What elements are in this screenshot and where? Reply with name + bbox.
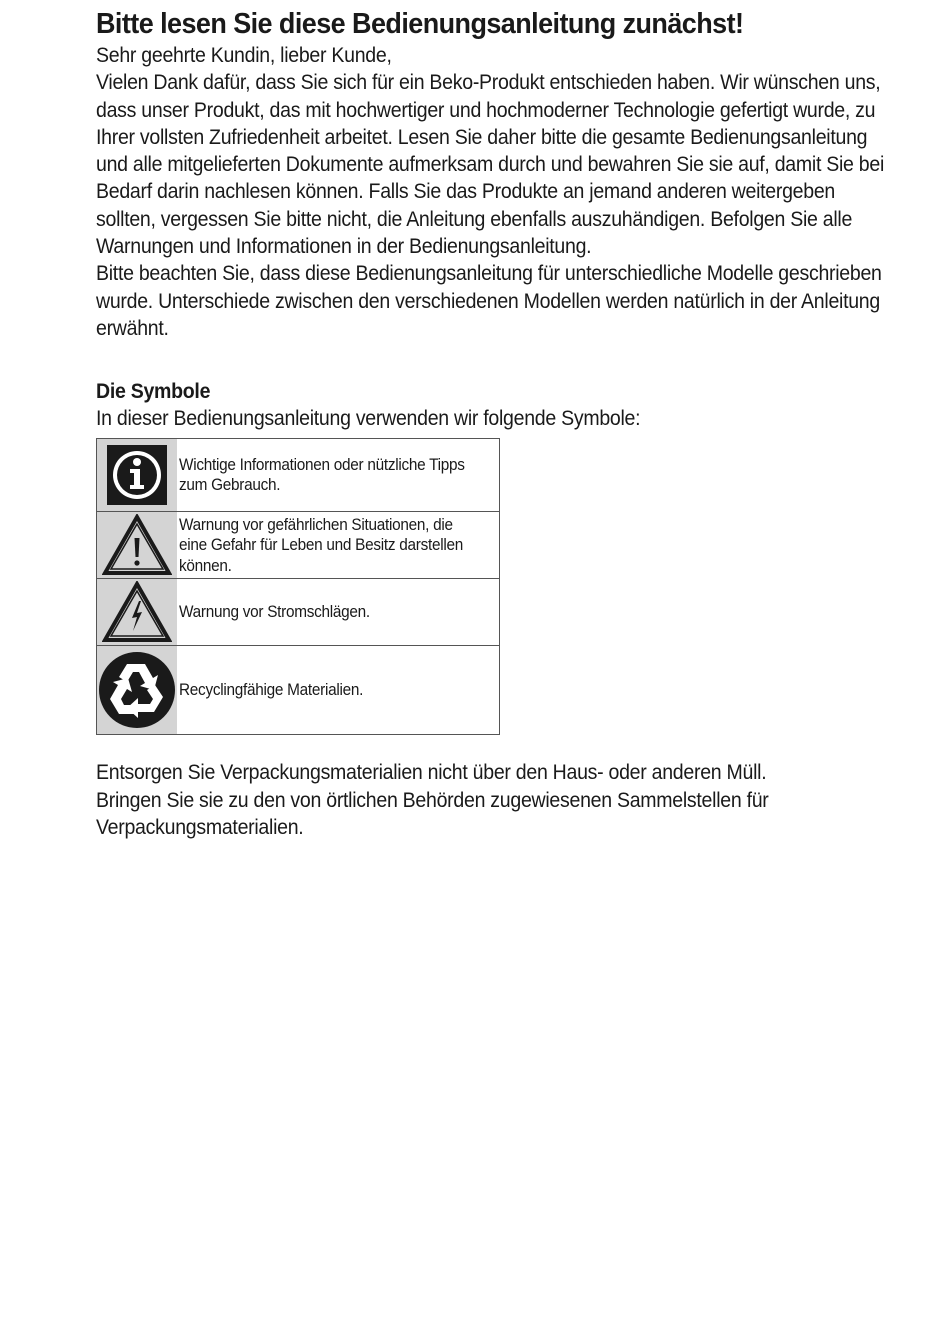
symbols-intro: In dieser Bedienungsanleitung verwenden wir folgende Symbole: — [96, 407, 641, 431]
symbol-description: Wichtige Informationen oder nützliche Tipps zum Gebrauch. — [179, 455, 465, 495]
intro-text — [96, 42, 896, 342]
greeting: Sehr geehrte Kundin, lieber Kunde, — [96, 44, 392, 67]
symbol-row-electric-shock — [97, 579, 500, 646]
symbol-cell — [97, 579, 178, 646]
symbol-description: Recyclingfähige Materialien. — [177, 646, 500, 735]
symbols-heading: Die Symbole — [96, 380, 211, 404]
disposal-line: Entsorgen Sie Verpackungsmaterialien nicht über den Haus- oder anderen Müll. — [96, 761, 767, 785]
symbol-cell — [97, 646, 178, 735]
symbol-cell — [97, 439, 178, 512]
symbols-table — [96, 438, 500, 735]
symbol-description: Warnung vor Stromschlägen. — [177, 579, 500, 646]
symbol-row-warning — [97, 512, 500, 579]
warning-icon — [102, 514, 172, 576]
models-note-paragraph: Bitte beachten Sie, dass diese Bedienungsanleitung für unterschiedliche Modelle geschrieben wurde. Unterschiede zwischen den verschiedenen Modellen werden natürlich in der Anleitung erwähnt. — [96, 262, 882, 340]
disposal-text — [96, 759, 896, 841]
recycling-icon — [97, 650, 177, 730]
symbol-description: Warnung vor gefährlichen Situationen, die eine Gefahr für Leben und Besitz darstellen können. — [177, 512, 500, 579]
page-title: Bitte lesen Sie diese Bedienungsanleitung zunächst! — [96, 8, 744, 40]
thank-you-paragraph: Vielen Dank dafür, dass Sie sich für ein Beko-Produkt entschieden haben. Wir wünschen uns, dass unser Produkt, das mit hochwertiger und hochmoderner Technologie gefertigt wurde, zu Ihrer vollsten Zufriedenheit arbeitet. Lesen Sie daher bitte die gesamte Bedienungsanleitung und alle mitgelieferten Dokumente aufmerksam durch und bewahren Sie sie auf, damit Sie bei Bedarf darin nachlesen können. Falls Sie das Produkte an jemand anderen weitergeben sollten, vergessen Sie bitte nicht, die Anleitung ebenfalls auszuhändigen. Befolgen Sie alle Warnungen und Informationen in der Bedienungsanleitung. — [96, 71, 885, 259]
manual-page — [96, 6, 896, 841]
symbol-row-info — [97, 439, 500, 512]
disposal-line: Bringen Sie sie zu den von örtlichen Behörden zugewiesenen Sammelstellen für Verpackungsmaterialien. — [96, 788, 769, 839]
electric-shock-icon — [102, 581, 172, 643]
info-icon — [107, 445, 167, 505]
symbol-row-recycling — [97, 646, 500, 735]
symbol-cell — [97, 512, 178, 579]
